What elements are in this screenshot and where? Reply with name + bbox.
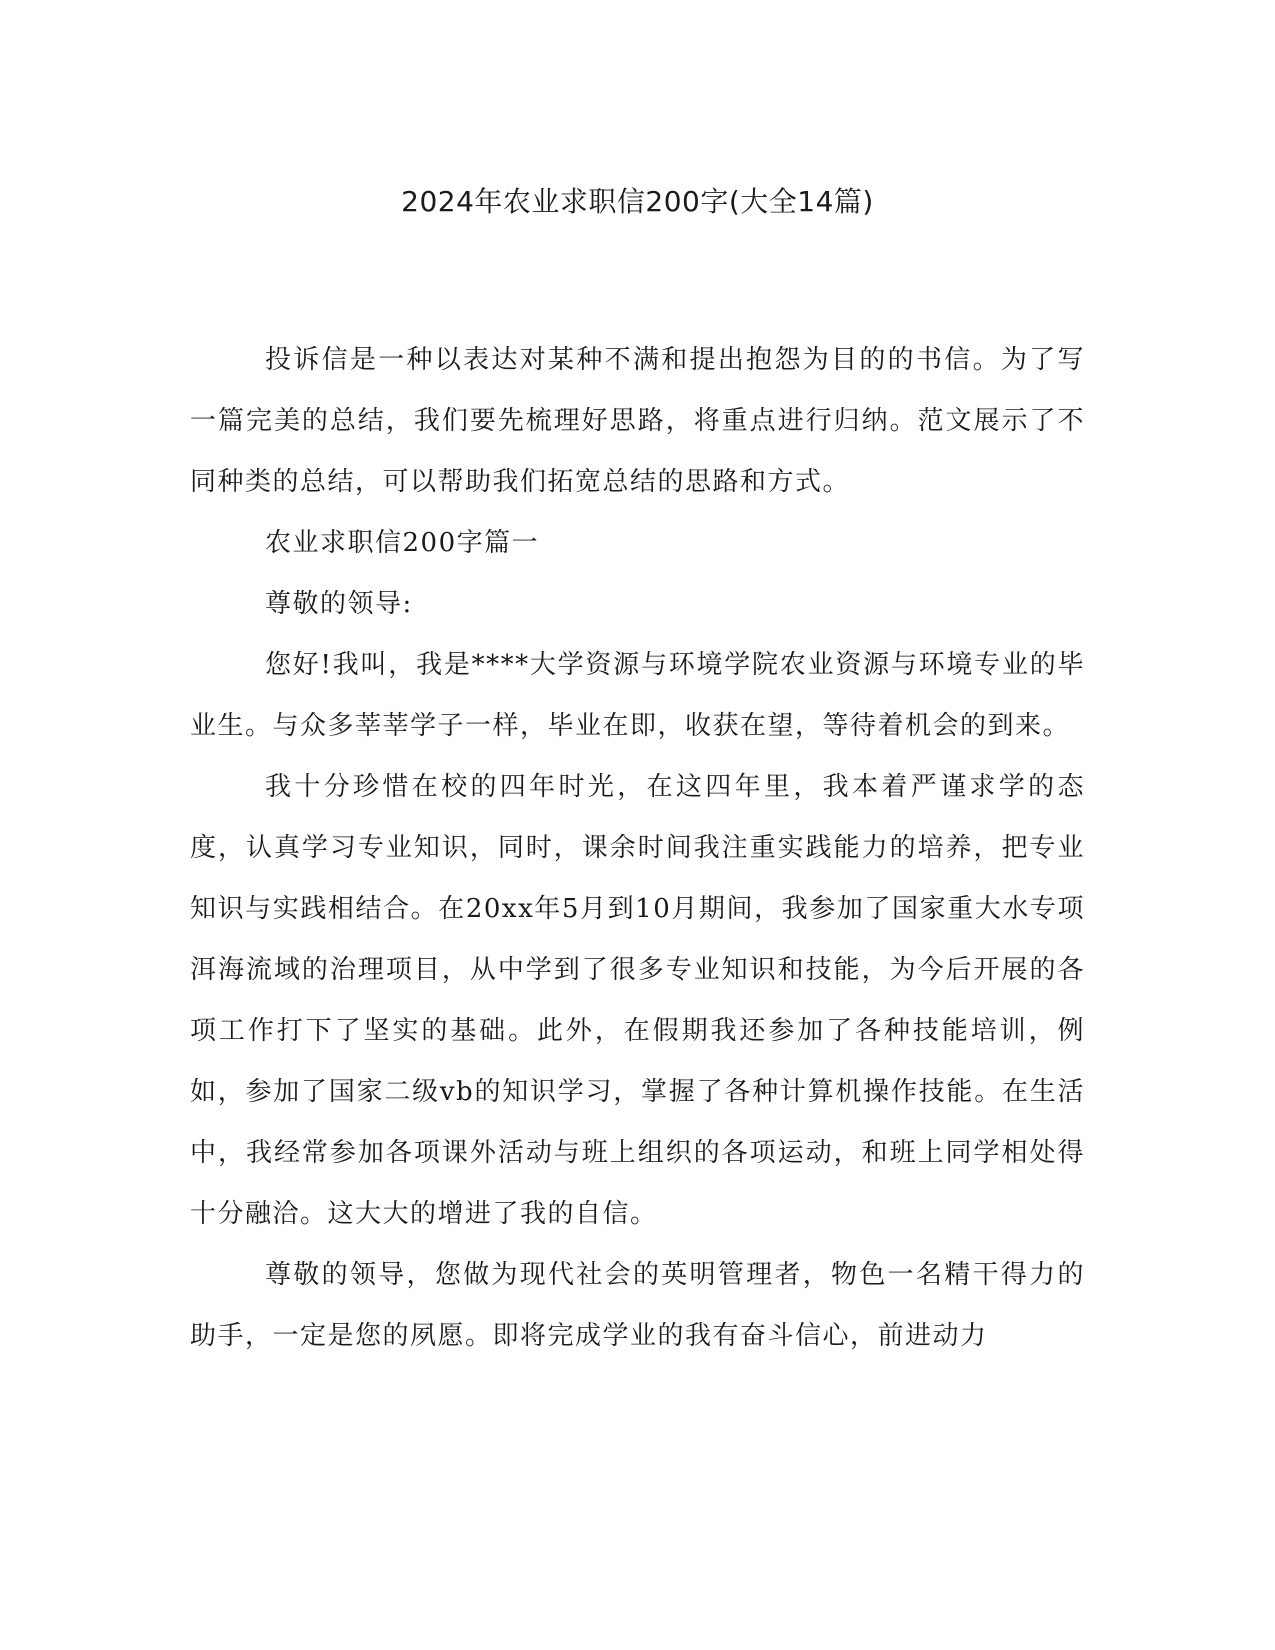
letter-paragraph: 尊敬的领导，您做为现代社会的英明管理者，物色一名精干得力的助手，一定是您的夙愿。即将完成学业的我有奋斗信心，前进动力 (190, 1260, 1085, 1351)
intro-paragraph: 投诉信是一种以表达对某种不满和提出抱怨为目的的书信。为了写一篇完美的总结，我们要先梳理好思路，将重点进行归纳。范文展示了不同种类的总结，可以帮助我们拓宽总结的思路和方式。 (190, 345, 1085, 497)
document-body (190, 330, 1085, 1367)
letter-paragraph: 我十分珍惜在校的四年时光，在这四年里，我本着严谨求学的态度，认真学习专业知识，同时，课余时间我注重实践能力的培养，把专业知识与实践相结合。在20xx年5月到10月期间，我参加了国家重大水专项洱海流域的治理项目，从中学到了很多专业知识和技能，为今后开展的各项工作打下了坚实的基础。此外，在假期我还参加了各种技能培训，例如，参加了国家二级vb的知识学习，掌握了各种计算机操作技能。在生活中，我经常参加各项课外活动与班上组织的各项运动，和班上同学相处得十分融洽。这大大的增进了我的自信。 (190, 772, 1085, 1229)
section-heading: 农业求职信200字篇一 (265, 528, 540, 558)
salutation: 尊敬的领导: (265, 589, 413, 619)
document-title: 2024年农业求职信200字(大全14篇) (401, 185, 874, 218)
letter-paragraph: 您好!我叫，我是****大学资源与环境学院农业资源与环境专业的毕业生。与众多莘莘学子一样，毕业在即，收获在望，等待着机会的到来。 (190, 650, 1085, 741)
